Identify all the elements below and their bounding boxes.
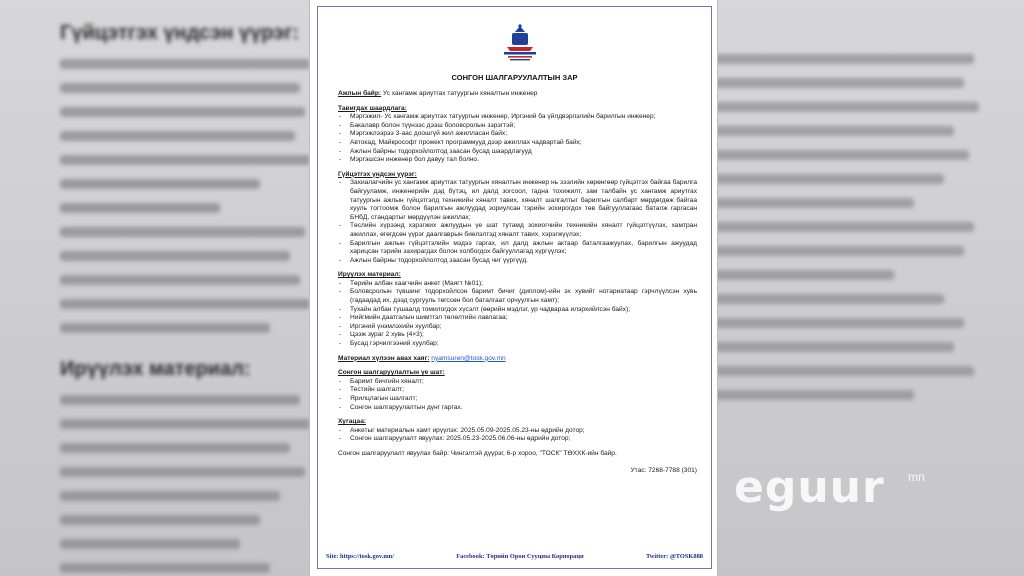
duties-list (338, 179, 697, 265)
list-item: - Барилгын ажлын гүйцэтгэлийн мэдээ гаргах, ил далд ажлын актаар баталгаажуулах, барилгын ажуудад харицсан тэрийн захирагдах болон холбогдох байгууллагад хүргүүлэх; (338, 240, 697, 257)
list-item: - Захиалагчийн ус хангамж ариутгах татуургын хяналтын инженер нь зээлийн хөрөнгөөр гүйцэтгэх байгаа барилга байгууламж, инженерийн дэд бүтэц, ил далд зогсоол, гадна тохижилт, зам талбайн ус хангамж ариутгах татуургын ажлын гүйцэтгэлд техникийн хяналт тавих, хяналт шалгалтыг барилгын салбарт мөрдөгдөж байгаа хууль тогтоомж болон барилгын ажлуудад зориулсан тэрийн зохирогдох төв байгууллагаас баталж гаргасан БНбД, стандартыг мөрдүүлэн ажиллах; (338, 179, 697, 222)
list-item: - Баримт бичгийн хяналт; (338, 378, 697, 387)
phone-text: Утас: 7268-7788 (301) (630, 466, 697, 474)
email-label: Материал хүлээн авах хаяг: (338, 354, 430, 362)
list-item: - Цээж зураг 2 хувь (4×3); (338, 331, 697, 340)
materials-title: Ирүүлэх материал: (338, 271, 401, 279)
position-label: Ажлын байр: (338, 90, 382, 97)
list-item: - Анкетыг материалын хамт ирүүлэх: 2025.05.09-2025.05.23-ны өдрийн дотор; (338, 427, 697, 436)
stages-section (338, 369, 697, 412)
list-item: - Сонгон шалгаруулалтын дүнг гаргах. (338, 404, 697, 413)
list-item: - Төслийн хүрээнд хэрэгжих ажлуудын үе шат тутамд зохиогчийн техникийн хяналт гүйцэтгүүлэх, хамтран ажиллах, өгөгдсөн үүрэг даалгаврын биелэлтэд хяналт тавих, хэрэгжүүлэх; (338, 222, 697, 239)
stages-title: Сонгон шалгаруулалтын үе шат: (338, 369, 445, 377)
brand-watermark: eguur (734, 462, 885, 513)
list-item: - Автокад, Майкрософт прожект программууд дээр ажиллах чадвартай байх; (338, 139, 697, 148)
background-heading: Гүйцэтгэх үндсэн үүрэг: (60, 22, 300, 44)
document-frame (317, 6, 712, 569)
list-item: - Мэргэжил- Ус хангамж ариутгах татуургын инженер, Иргэний ба үйлдвэрлэлийн барилгын инженер; (338, 113, 697, 122)
document-footer (326, 553, 703, 560)
footer-facebook-link[interactable]: Facebook: Төрийн Орон Сууцны Корпораци (456, 553, 584, 560)
deadline-title: Хугацаа: (338, 418, 367, 426)
materials-list (338, 280, 697, 349)
list-item: - Мэргэжлээрээ 3-аас доошгүй жил ажилласан байх; (338, 130, 697, 139)
document-body (338, 90, 697, 475)
list-item: - Нийгмийн даатгалын шимтгэл төлөлтийн лавлагаа; (338, 314, 697, 323)
list-item: - Ярилцлагын шалгалт; (338, 395, 697, 404)
footer-site-link[interactable]: Site: https://tosk.gov.mn/ (326, 553, 394, 560)
list-item: - Тухайн албан тушаалд томилогдох хүсэлт (өөрийн мэдлэг, ур чадвараа илэрхийлсэн байх); (338, 306, 697, 315)
list-item: - Мэргэшсэн инженер бол давуу тал болно. (338, 156, 697, 165)
email-link[interactable]: nyamsuren@tosk.gov.mn (431, 354, 506, 362)
brand-watermark-suffix: mn (908, 470, 925, 484)
document-page (309, 0, 718, 576)
deadline-list (338, 427, 697, 444)
background-text-left-bottom (60, 358, 320, 576)
corporation-logo-icon (498, 23, 542, 63)
list-item: - Ажлын байрны тодорхойлолтод заасан бусад чиг үүргүүд. (338, 257, 697, 266)
duties-section (338, 171, 697, 266)
location-text: Сонгон шалгаруулалт явуулах байр: Чингэлтэй дүүрэг, 6-р хороо, "ТОСК" ТӨХХК-ийн байр. (338, 449, 617, 457)
deadline-section (338, 418, 697, 444)
background-heading-2: Ирүүлэх материал: (60, 358, 251, 380)
list-item: - Сонгон шалгаруулалт явуулах: 2025.05.23-2025.06.06-ны өдрийн дотор; (338, 435, 697, 444)
footer-twitter-link[interactable]: Twitter: @TOSK888 (645, 553, 703, 560)
position-value: Ус хангамж ариутгах татуургын хяналтын инженер (381, 90, 538, 97)
email-line (338, 355, 697, 364)
background-text-left-top (60, 22, 320, 347)
list-item: - Ажлын байрны тодорхойлолтод заасан бусад шаардлагууд (338, 148, 697, 157)
materials-section (338, 271, 697, 348)
list-item: - Иргэний үнэмлэхийн хуулбар; (338, 323, 697, 332)
list-item: - Бакалавр болон түүнээс дээш боловсролын зэрэгтэй; (338, 122, 697, 131)
requirements-list (338, 113, 697, 165)
requirements-title: Тавигдах шаардлага: (338, 104, 407, 112)
duties-title: Гүйцэтгэх үндсэн үүрэг: (338, 170, 417, 178)
stages-list (338, 378, 697, 412)
list-item: - Тестийн шалгалт; (338, 386, 697, 395)
position-line (338, 90, 697, 99)
document-title: СОНГОН ШАЛГАРУУЛАЛТЫН ЗАР (451, 73, 578, 82)
background-text-right (714, 54, 984, 414)
list-item: - Бусад гэрчилгээний хуулбар; (338, 340, 697, 349)
requirements-section (338, 105, 697, 165)
list-item: - Боловсролын түвшинг тодорхойлсон баримт бичиг (диплом)-ийн эх хувийг нотариатаар гэрчлүүлсэн хувь (гадаадад их, дээд сургууль төгссөн бол баталгаат орчуулгын хамт); (338, 288, 697, 305)
list-item: - Төрийн албан хаагчийн анкет (Маягт №01); (338, 280, 697, 289)
